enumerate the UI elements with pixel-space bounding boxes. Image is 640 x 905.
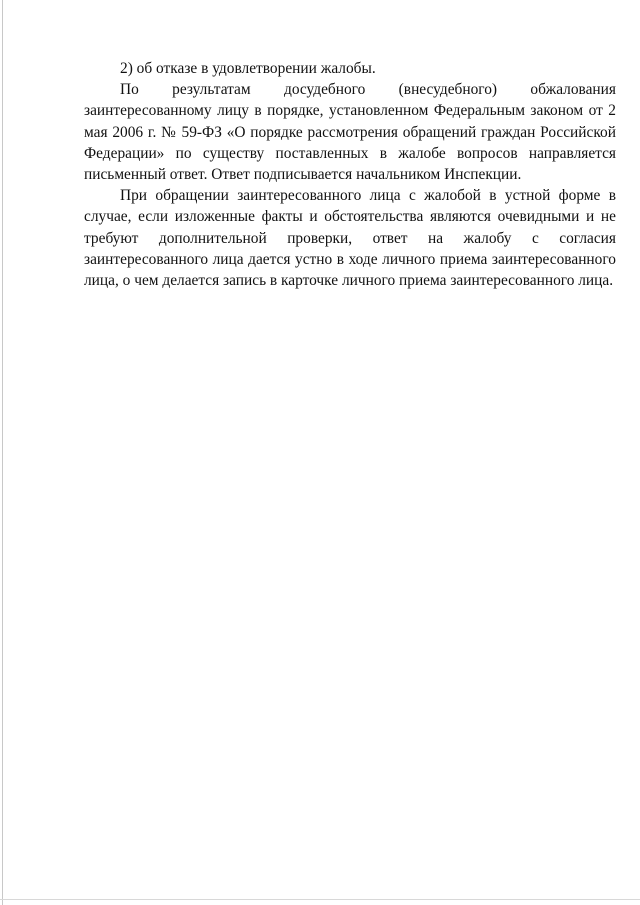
paragraph-oral-complaint: При обращении заинтересованного лица с жалобой в устной форме в случае, если изложенные факты и обстоятельства являются очевидными и не требуют дополнительной проверки, ответ на жалобу с согласия заинтересованного лица дается устно в ходе личного приема заинтересованного лица, о чем делается запись в карточке личного приема заинтересованного лица. [84, 187, 616, 290]
paragraph-refusal-item: 2) об отказе в удовлетворении жалобы. [120, 60, 376, 77]
paragraph-appeal-result: По результатам досудебного (внесудебного) обжалования заинтересованному лицу в порядке, установленном Федеральным законом от 2 мая 2006 г. № 59-ФЗ «О порядке рассмотрения обращений граждан Российской Федерации» по существу поставленных в жалобе вопросов направляется письменный ответ. Ответ подписывается начальником Инспекции. [84, 81, 616, 184]
document-body [84, 58, 616, 291]
page-bottom-line [0, 899, 640, 900]
page-edge-line [2, 0, 3, 905]
